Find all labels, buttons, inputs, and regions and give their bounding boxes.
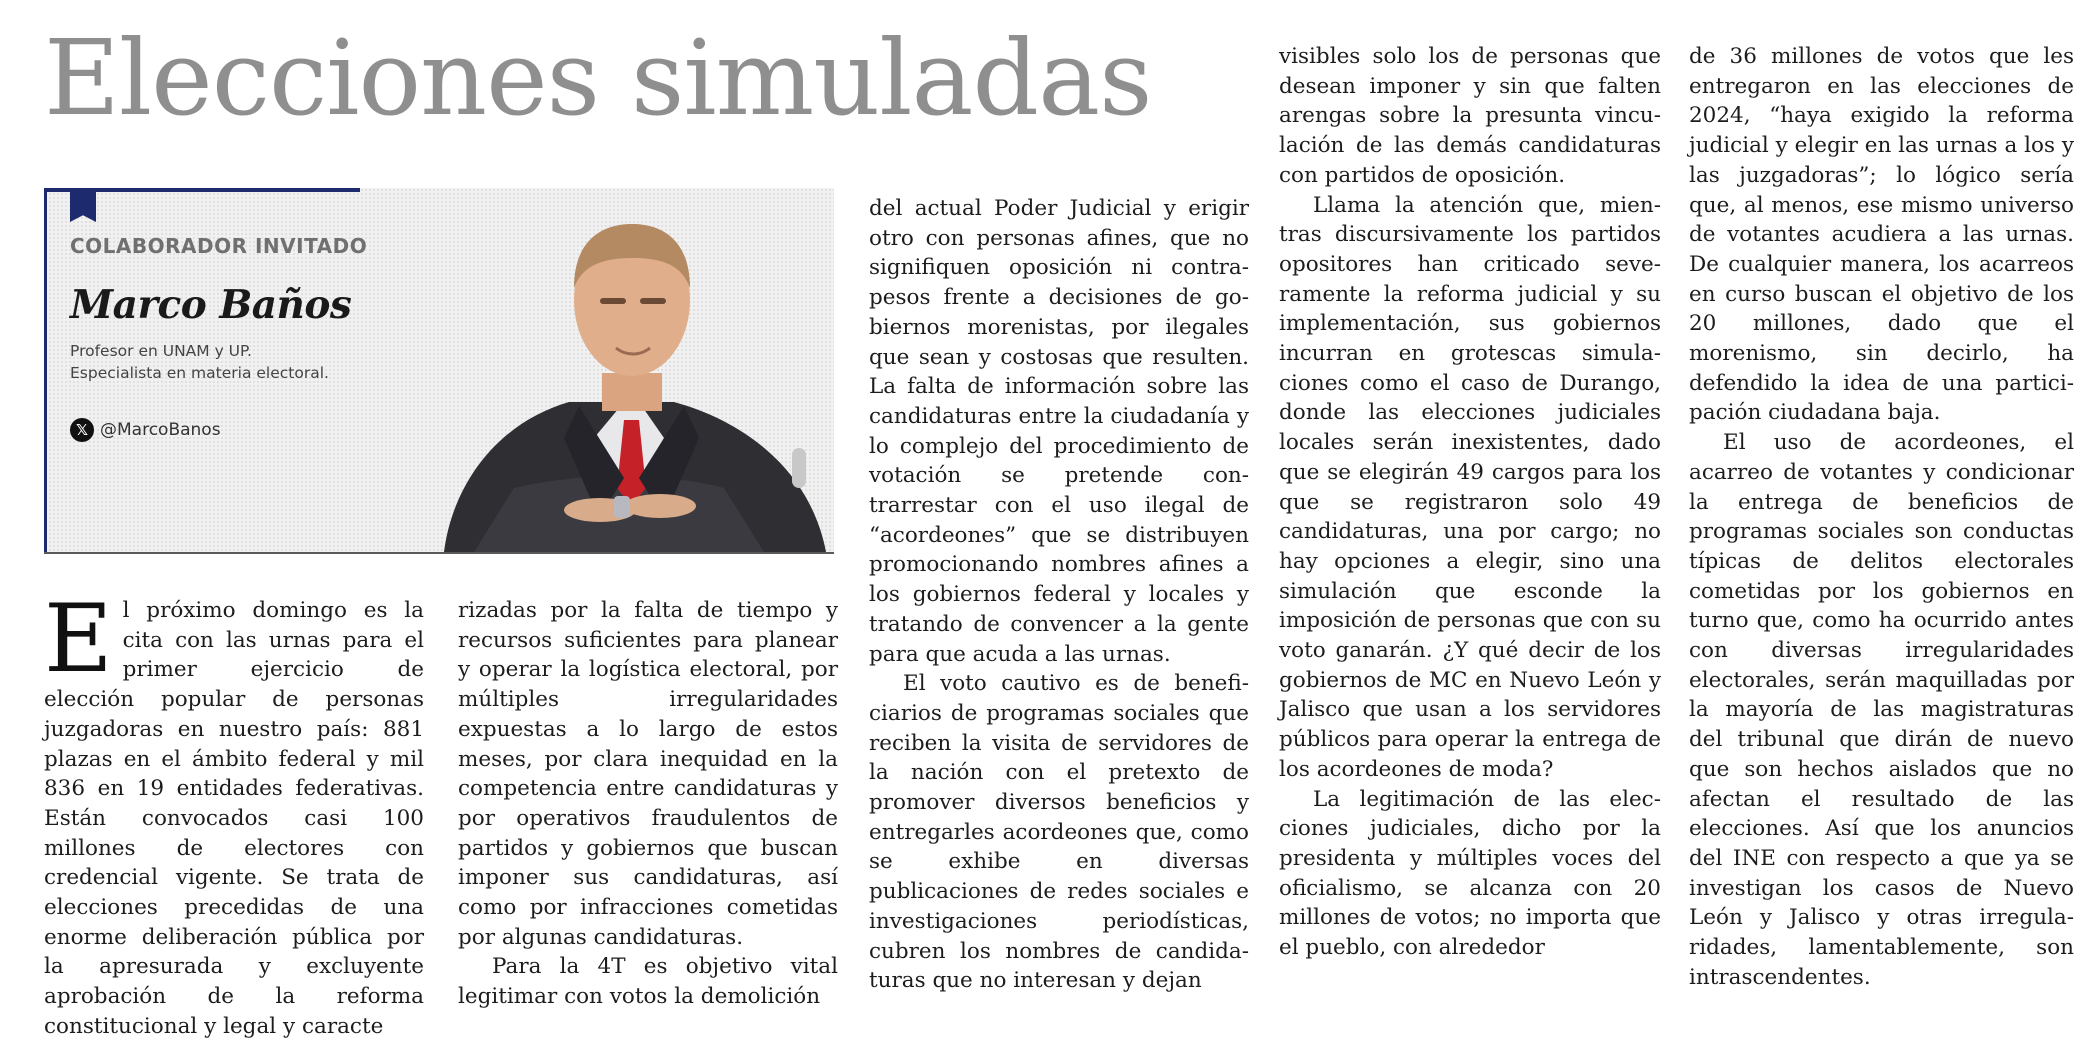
article-paragraph-3-cont: visibles solo los de personas que desean imponer y sin que falten arengas sobre la presunta vinculación de las demás candidaturas con partidos de oposición. (1279, 44, 1661, 188)
author-name: Marco Baños (70, 282, 352, 328)
article-column-3 (869, 194, 1249, 996)
bookmark-icon (70, 188, 96, 222)
article-column-2 (458, 596, 838, 1012)
article-paragraph-6: El uso de acordeones, el acarreo de votantes y condicionar la entrega de beneficios de programas sociales son conductas típicas de delitos electorales cometidas por los gobiernos en turno que, como ha ocurrido antes con diversas irregularidades electorales, serán maquilladas por la mayoría de las magistraturas del tribunal que dirán de nuevo que son hechos aislados que no afectan el resultado de las elecciones. Así que los anuncios del INE con respecto a que ya se investigan los casos de Nuevo León y Jalisco y otras irregularidades, lamentablemente, son intrascendentes. (1689, 430, 2074, 990)
x-logo-icon: 𝕏 (70, 418, 94, 442)
article-paragraph-1-cont: rizadas por la falta de tiempo y recursos suficientes para planear y operar la logística electoral, por múltiples irregularidades expuestas a lo largo de estos meses, por clara inequidad en la competencia entre candidaturas y por operativos fraudulentos de partidos y gobiernos que buscan imponer sus candidaturas, así como por infracciones cometidas por algunas candidaturas. (458, 598, 838, 950)
article-paragraph-2-cont: del actual Poder Judicial y erigir otro con personas afines, que no signifiquen oposición ni contrapesos frente a decisiones de gobiernos morenistas, por ilegales que sean y costosas que resulten. La falta de información sobre las candidaturas entre la ciudadanía y lo complejo del procedimiento de votación se pretende contrarrestar con el uso ilegal de “acordeones” que se distribuyen promocionando nombres afines a los gobiernos federal y locales y tratando de convencer a la gente para que acuda a las urnas. (869, 196, 1249, 667)
social-handle-text: @MarcoBanos (100, 420, 221, 440)
article-paragraph-2: Para la 4T es objetivo vital legitimar con votos la demolición (458, 954, 838, 1010)
bio-line: Especialista en materia electoral. (70, 364, 329, 382)
author-bio (70, 340, 400, 384)
article-paragraph-5: La legitimación de las elecciones judiciales, dicho por la presidenta y múltiples voces del oficialismo, se alcanza con 20 millones de votos; no importa que el pueblo, con alrededor (1279, 786, 1661, 961)
article-column-5 (1689, 42, 2074, 993)
article-column-4 (1279, 42, 1661, 963)
author-portrait (424, 188, 834, 552)
article-paragraph-1 (44, 585, 424, 1042)
drop-cap: E (44, 585, 113, 694)
article-paragraph-5-cont: de 36 millones de votos que les entregaron en las elecciones de 2024, “haya exigido la reforma judicial y elegir en las urnas a los y las juzgadoras”; lo lógico sería que, al menos, ese mismo universo de votantes acudiera a las urnas. De cualquier manera, los acarreos en curso buscan el objetivo de los 20 millones, dado que el morenismo, sin decirlo, ha defendido la idea de una participación ciudadana baja. (1689, 44, 2074, 426)
role-label: COLABORADOR INVITADO (70, 234, 368, 258)
paragraph-text: l próximo domingo es la cita con las urnas para el primer ejercicio de elección popular de personas juzgadoras en nuestro país: 881 plazas en el ámbito federal y mil 836 en 19 entidades federativas. Están convocados casi 100 millones de electores con credencial vigente. Se trata de elecciones precedidas de una enorme deliberación pública por la apresurada y excluyente aprobación de la reforma constitucional y legal y caracte (44, 598, 424, 1039)
headline: Elecciones simuladas (44, 17, 1152, 139)
article-column-1 (44, 585, 424, 1042)
left-rule (44, 188, 47, 552)
author-box (44, 188, 834, 554)
article-paragraph-4: Llama la atención que, mientras discursivamente los partidos opositores han criticado severamente la reforma judicial y su implementación, sus gobiernos incurran en grotescas simulaciones como el caso de Durango, donde las elecciones judiciales locales serán inexistentes, dado que se elegirán 49 cargos para los que se registraron solo 49 candidaturas, una por cargo; no hay opciones a elegir, sino una simulación que esconde la imposición de personas que con su voto ganarán. ¿Y qué decir de los gobiernos de MC en Nuevo León y Jalisco que usan a los servidores públicos para operar la entrega de los acordeones de moda? (1279, 192, 1661, 782)
social-handle[interactable] (70, 418, 221, 442)
article-paragraph-3: El voto cautivo es de beneficiarios de programas sociales que reciben la visita de servidores de la nación con el pretexto de promover diversos beneficios y entregarles acordeones que, como se exhibe en diversas publicaciones de redes sociales e investigaciones periodísticas, cubren los nombres de candidaturas que no interesan y dejan (869, 671, 1249, 994)
bio-line: Profesor en UNAM y UP. (70, 342, 252, 360)
